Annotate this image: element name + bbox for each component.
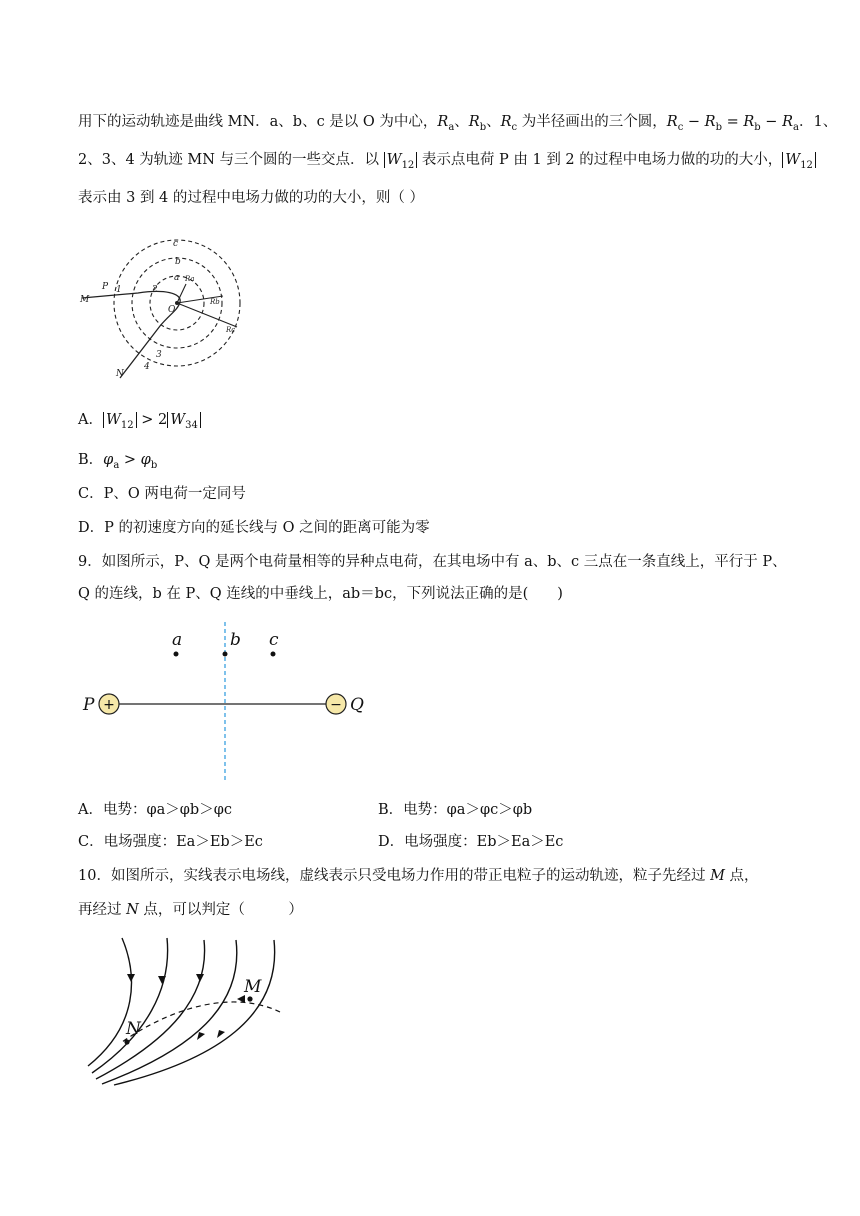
label-3: 3 — [156, 350, 162, 360]
label-m: M — [244, 977, 262, 997]
label-2: 2 — [152, 285, 158, 295]
q8-text-line-2: 2、3、4 为轨迹 MN 与三个圆的一些交点．以 $W_{12}$ 表示点电荷 P 由 1 到 2 的过程中电场力做的功的大小， $W_{12}$ — [78, 150, 816, 176]
q8-option-a: A． $W_{12} > 2$ $W_{34}$ — [78, 410, 201, 436]
label-p: P — [102, 282, 109, 292]
q9-option-c: C．电场强度：Ea＞Eb＞Ec — [78, 834, 263, 850]
label-rc: Rc — [226, 326, 236, 334]
point-b-dot — [223, 652, 228, 657]
point-c-dot — [271, 652, 276, 657]
label-o: O — [168, 305, 176, 315]
label-ra: Ra — [185, 275, 195, 283]
arrow-3 — [196, 974, 204, 982]
center-o-dot — [175, 301, 179, 305]
q10-text-line-2: 再经过 N 点，可以判定（ ） — [78, 902, 303, 918]
label-c: c — [269, 630, 279, 650]
label-1: 1 — [116, 285, 122, 295]
radius-ra-line — [177, 284, 186, 303]
arrow-2 — [158, 976, 166, 984]
q9-charges-figure — [78, 622, 378, 787]
trajectory-mn — [82, 291, 180, 378]
label-m: M — [80, 295, 90, 305]
point-a-dot — [174, 652, 179, 657]
q8-option-b: B．$\varphi_a > \varphi_b$ — [78, 452, 158, 471]
label-a: a — [172, 630, 183, 650]
label-q: Q — [350, 695, 364, 715]
label-n: N — [126, 1019, 141, 1039]
q9-option-a: A．电势：φa＞φb＞φc — [78, 802, 232, 818]
radius-rc-line — [177, 303, 237, 327]
q8-concentric-circles-figure — [78, 236, 248, 391]
point-m-dot — [247, 996, 252, 1001]
label-b: b — [175, 257, 181, 267]
label-4: 4 — [144, 362, 150, 372]
q8-text-line-1: 用下的运动轨迹是曲线 MN．a、b、c 是以 O 为中心，$R_a$、$R_b$、$R_c$ 为半径画出的三个圆，$R_c - R_b = R_b - R_a$．1、 — [78, 114, 838, 133]
field-line-5 — [114, 940, 275, 1085]
q9-option-d: D．电场强度：Eb＞Ea＞Ec — [378, 834, 564, 850]
q8-option-d: D．P 的初速度方向的延长线与 O 之间的距离可能为零 — [78, 520, 430, 536]
q8-option-c: C．P、O 两电荷一定同号 — [78, 486, 246, 502]
label-n: N — [116, 369, 124, 379]
label-p: P — [83, 695, 95, 715]
q8-text-line-3: 表示由 3 到 4 的过程中电场力做的功的大小，则（ ） — [78, 190, 424, 206]
label-c: c — [173, 239, 179, 249]
minus-sign: − — [330, 697, 342, 713]
q9-text-line-1: 9．如图所示，P、Q 是两个电荷量相等的异种点电荷，在其电场中有 a、b、c 三点在一条直线上，平行于 P、 — [78, 554, 787, 570]
q10-field-lines-figure — [84, 936, 294, 1086]
field-line-1 — [88, 938, 131, 1066]
q9-option-b: B．电势：φa＞φc＞φb — [378, 802, 533, 818]
q10-text-line-1: 10．如图所示，实线表示电场线，虚线表示只受电场力作用的带正电粒子的运动轨迹，粒子先经过 M 点， — [78, 868, 759, 884]
q9-text-line-2: Q 的连线，b 在 P、Q 连线的中垂线上，ab＝bc，下列说法正确的是( ) — [78, 586, 563, 602]
label-a: a — [174, 273, 180, 283]
label-b: b — [230, 630, 241, 650]
arrow-1 — [127, 974, 135, 982]
arrow-4 — [197, 1032, 205, 1040]
arrow-5 — [217, 1030, 225, 1038]
plus-sign: + — [103, 697, 115, 713]
point-n-dot — [124, 1039, 129, 1044]
field-line-4 — [102, 940, 237, 1084]
label-rb: Rb — [210, 298, 220, 306]
